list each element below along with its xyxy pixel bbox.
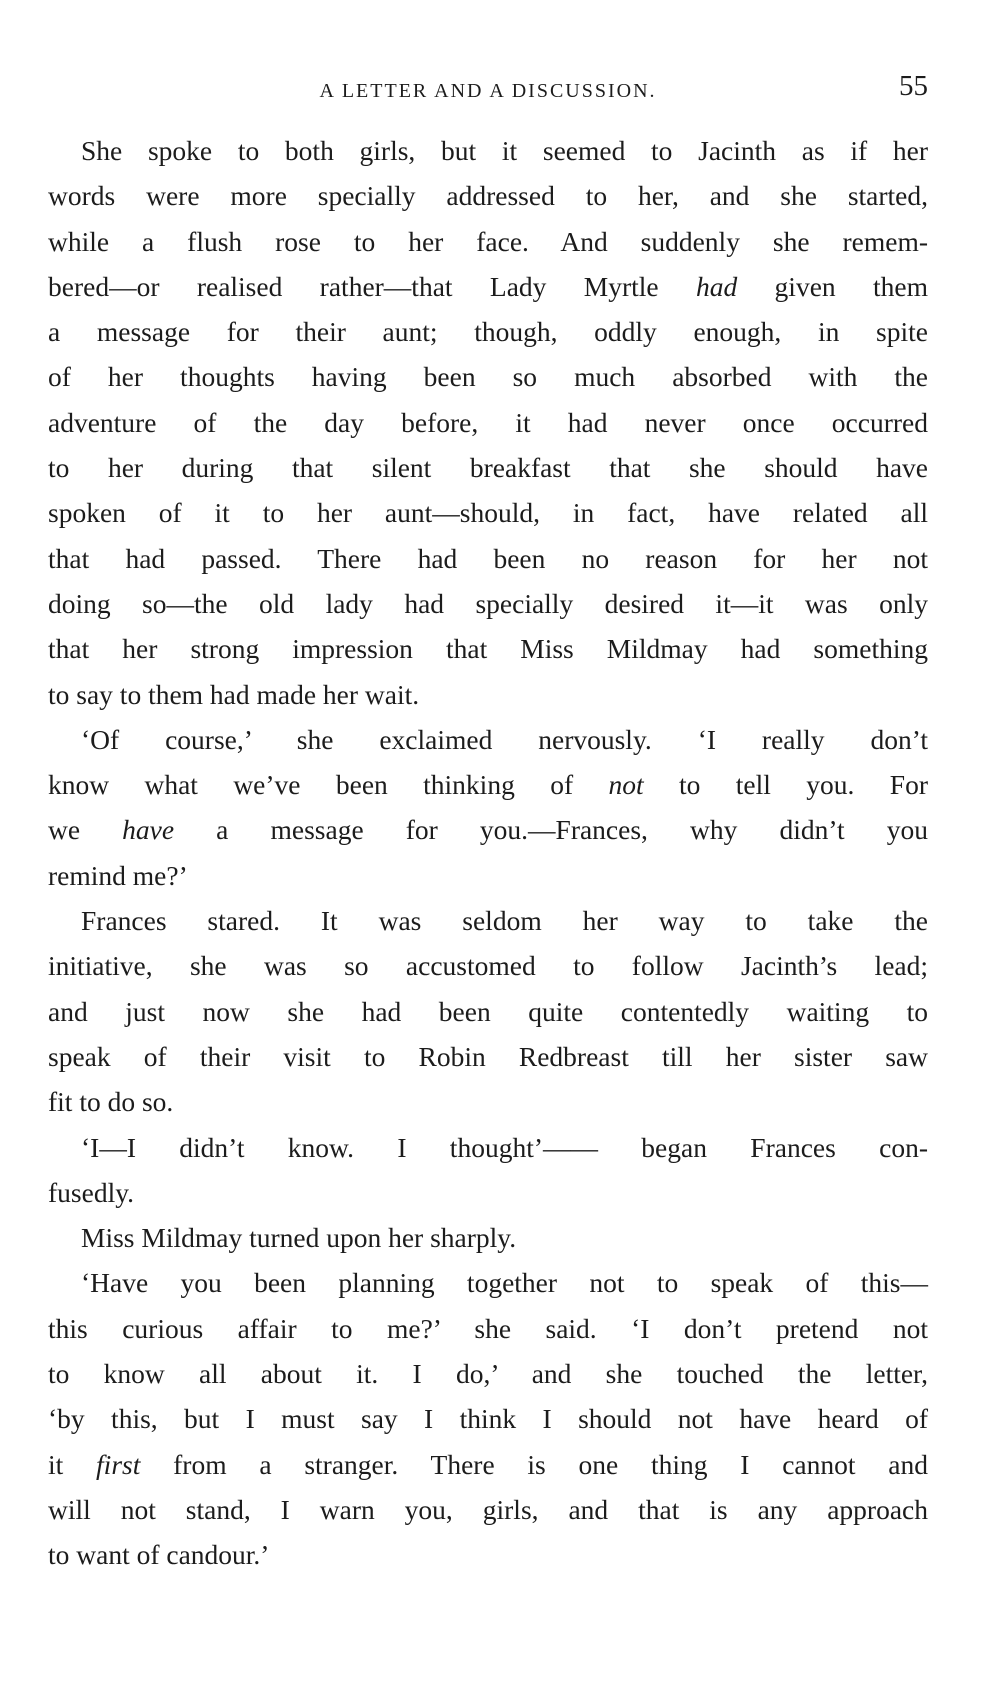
- text-line: [48, 1351, 928, 1396]
- text-line: [48, 219, 928, 264]
- paragraph: [48, 717, 928, 898]
- text-segment: this curious affair to me?’ she said. ‘I don’t pretend not: [48, 1312, 928, 1344]
- text-segment: Frances stared. It was seldom her way to take the: [81, 905, 928, 937]
- text-segment: ‘I—I didn’t know. I thought’—— began Frances con-: [81, 1131, 928, 1163]
- text-line: [48, 581, 928, 626]
- text-segment: ‘Of course,’ she exclaimed nervously. ‘I really don’t: [81, 723, 928, 755]
- text-line: [48, 1125, 928, 1170]
- italic-text: first: [96, 1448, 141, 1480]
- text-line: [48, 1260, 928, 1305]
- text-segment: and just now she had been quite contentedly waiting to: [48, 995, 928, 1027]
- text-line: [48, 807, 928, 852]
- text-line: [48, 1034, 928, 1079]
- text-segment: Miss Mildmay turned upon her sharply.: [81, 1222, 517, 1254]
- text-segment: speak of their visit to Robin Redbreast till her sister saw: [48, 1040, 928, 1072]
- body-text: [48, 128, 928, 1578]
- text-line: [48, 1442, 928, 1487]
- text-line: [48, 898, 928, 943]
- text-line: [48, 626, 928, 671]
- text-segment: to her during that silent breakfast that she should have: [48, 452, 928, 484]
- text-line: [48, 943, 928, 988]
- text-segment: She spoke to both girls, but it seemed to Jacinth as if her: [81, 135, 928, 166]
- text-segment: to know all about it. I do,’ and she touched the letter,: [48, 1358, 928, 1390]
- text-segment: a message for you.—Frances, why didn’t you: [174, 814, 928, 846]
- text-line: [48, 1215, 928, 1260]
- text-segment: while a flush rose to her face. And suddenly she remem-: [48, 225, 928, 257]
- text-segment: fit to do so.: [48, 1086, 174, 1118]
- text-line: [48, 1079, 928, 1124]
- text-line: [48, 762, 928, 807]
- text-line: [48, 1396, 928, 1441]
- text-segment: a message for their aunt; though, oddly enough, in spite: [48, 316, 928, 348]
- text-line: [48, 309, 928, 354]
- text-segment: that her strong impression that Miss Mildmay had something: [48, 633, 928, 665]
- text-segment: ‘by this, but I must say I think I should not have heard of: [48, 1403, 928, 1435]
- text-segment: given them: [737, 270, 928, 302]
- paragraph: [48, 1125, 928, 1216]
- paragraph: [48, 1215, 928, 1260]
- page-header: [48, 66, 928, 106]
- paragraph: [48, 898, 928, 1124]
- text-line: [48, 1170, 928, 1215]
- text-segment: spoken of it to her aunt—should, in fact, have related all: [48, 497, 928, 529]
- text-line: [48, 490, 928, 535]
- text-segment: initiative, she was so accustomed to follow Jacinth’s lead;: [48, 950, 928, 982]
- text-segment: know what we’ve been thinking of: [48, 769, 609, 801]
- text-segment: to want of candour.’: [48, 1539, 270, 1571]
- text-line: [48, 1306, 928, 1351]
- text-segment: will not stand, I warn you, girls, and that is any approach: [48, 1493, 928, 1525]
- text-line: [48, 400, 928, 445]
- text-segment: remind me?’: [48, 859, 188, 891]
- text-line: [48, 128, 928, 173]
- text-line: [48, 1487, 928, 1532]
- text-segment: words were more specially addressed to her, and she started,: [48, 180, 928, 212]
- text-line: [48, 672, 928, 717]
- italic-text: have: [122, 814, 175, 846]
- text-segment: it: [48, 1448, 97, 1480]
- italic-text: not: [608, 769, 644, 801]
- text-segment: ‘Have you been planning together not to speak of this—: [81, 1267, 928, 1299]
- text-segment: bered—or realised rather—that Lady Myrtle: [48, 270, 696, 302]
- text-line: [48, 853, 928, 898]
- text-line: [48, 1532, 928, 1577]
- text-segment: from a stranger. There is one thing I cannot and: [140, 1448, 928, 1480]
- text-line: [48, 173, 928, 218]
- text-line: [48, 264, 928, 309]
- text-segment: to tell you. For: [643, 769, 928, 801]
- italic-text: had: [695, 270, 738, 302]
- running-title: A LETTER AND A DISCUSSION.: [319, 80, 657, 102]
- text-line: [48, 717, 928, 762]
- paragraph: [48, 1260, 928, 1577]
- text-line: [48, 445, 928, 490]
- text-segment: to say to them had made her wait.: [48, 678, 420, 710]
- page-number: 55: [899, 70, 928, 102]
- text-segment: that had passed. There had been no reason for her not: [48, 542, 928, 574]
- text-segment: fusedly.: [48, 1176, 135, 1208]
- text-line: [48, 536, 928, 581]
- text-line: [48, 989, 928, 1034]
- paragraph: [48, 128, 928, 717]
- text-segment: we: [48, 814, 123, 846]
- text-segment: adventure of the day before, it had never once occurred: [48, 406, 928, 438]
- text-segment: of her thoughts having been so much absorbed with the: [48, 361, 928, 393]
- text-segment: doing so—the old lady had specially desired it—it was only: [48, 587, 928, 619]
- text-line: [48, 354, 928, 399]
